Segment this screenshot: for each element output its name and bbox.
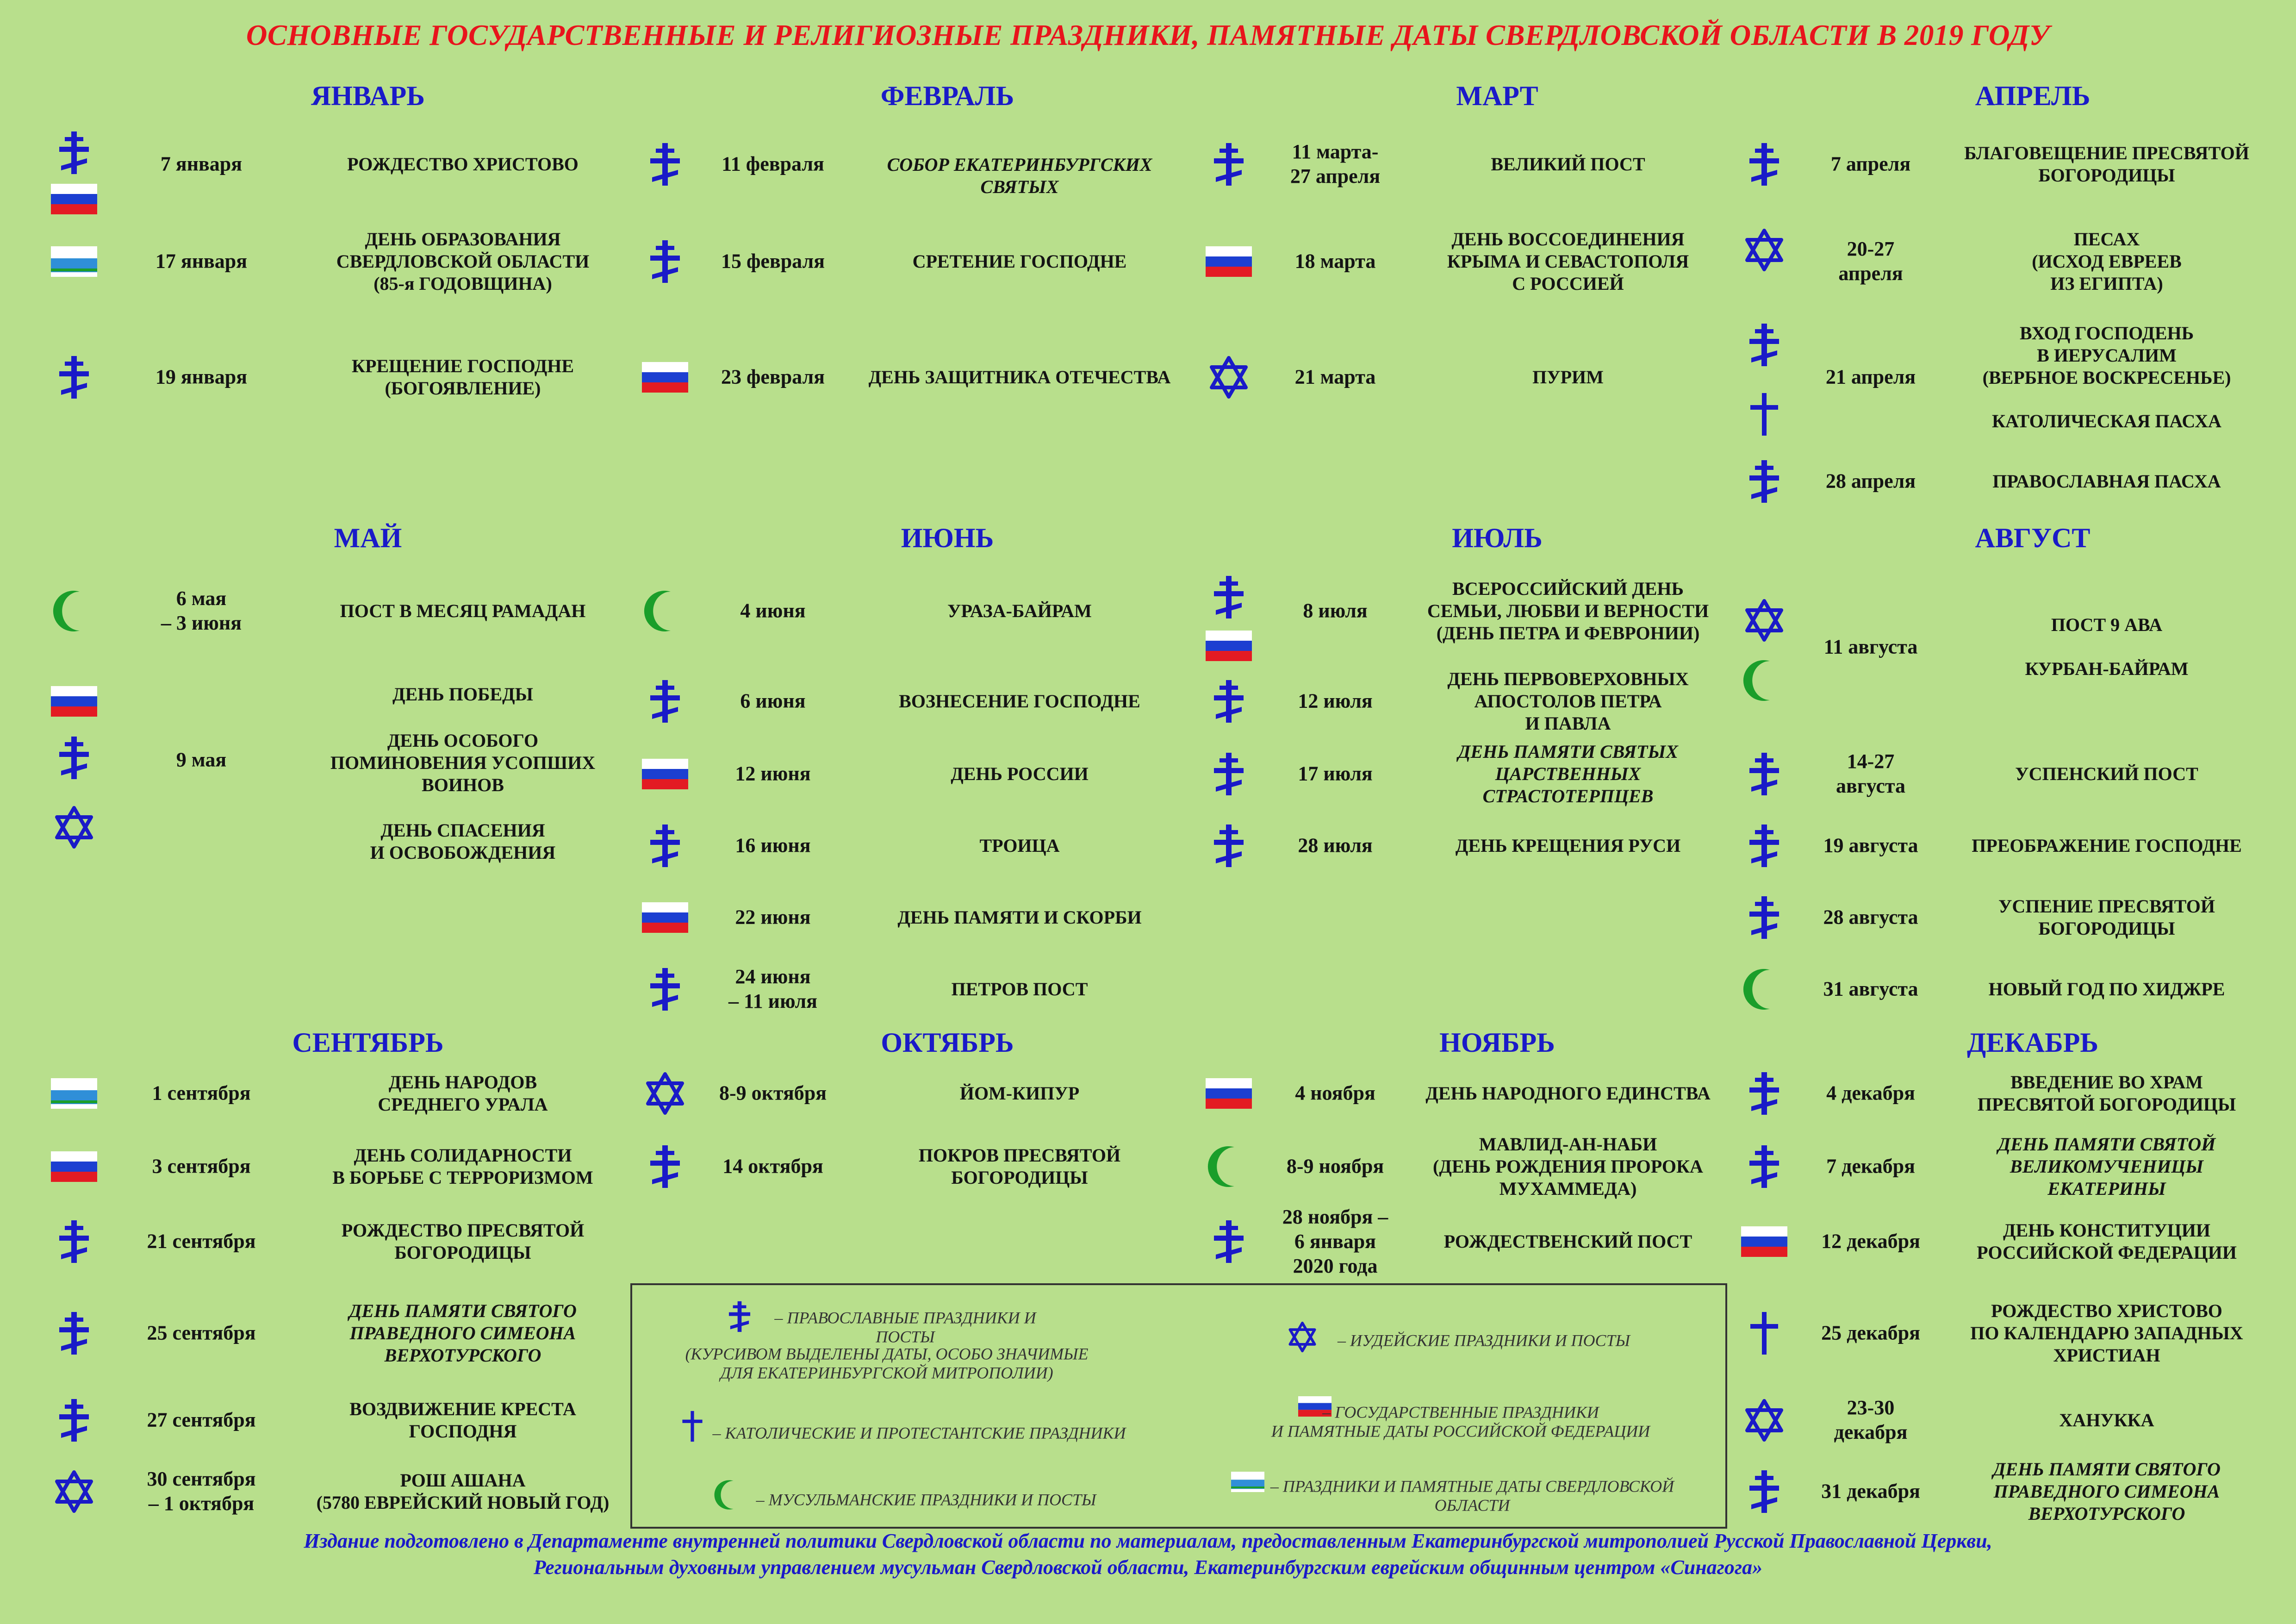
holiday-name: ВХОД ГОСПОДЕНЬ В ИЕРУСАЛИМ (ВЕРБНОЕ ВОСКРЕСЕНЬЕ) [1982, 323, 2231, 388]
holiday-date: 7 января [160, 152, 243, 175]
holiday-name: ТРОИЦА [979, 835, 1060, 856]
holiday-name: ДЕНЬ РОССИИ [951, 763, 1089, 784]
holiday-name: ВВЕДЕНИЕ ВО ХРАМ ПРЕСВЯТОЙ БОГОРОДИЦЫ [1977, 1072, 2236, 1115]
holiday-date: 3 сентября [152, 1155, 251, 1178]
orthodox-cross-icon [51, 130, 97, 176]
holiday-date: 8 июля [1303, 599, 1368, 622]
month-heading: НОЯБРЬ [1439, 1027, 1555, 1058]
orthodox-cross-icon [642, 141, 688, 187]
month-heading: ОКТЯБРЬ [881, 1027, 1014, 1058]
holiday-date: 4 июня [740, 599, 806, 622]
holiday-date: 19 января [155, 365, 248, 388]
holiday-date: 28 апреля [1825, 469, 1916, 493]
russian-flag-icon [642, 759, 688, 789]
holiday-date: 30 сентября – 1 октября [147, 1468, 256, 1515]
holiday-name: ПЕТРОВ ПОСТ [951, 979, 1088, 999]
sverdlovsk-flag-icon [51, 1078, 97, 1109]
holiday-name: РОЖДЕСТВЕНСКИЙ ПОСТ [1444, 1231, 1692, 1252]
holiday-date: 17 января [155, 250, 248, 273]
page-title: ОСНОВНЫЕ ГОСУДАРСТВЕННЫЕ И РЕЛИГИОЗНЫЕ ПРАЗДНИКИ, ПАМЯТНЫЕ ДАТЫ СВЕРДЛОВСКОЙ ОБЛАСТИ В 2019 ГОДУ [246, 19, 2050, 51]
holiday-name: ДЕНЬ ПАМЯТИ СВЯТОЙ ВЕЛИКОМУЧЕНИЦЫ ЕКАТЕРИНЫ [1997, 1134, 2216, 1199]
russian-flag-icon [1206, 1078, 1252, 1109]
catholic-cross-icon [1741, 391, 1787, 437]
orthodox-cross-icon [642, 678, 688, 725]
russian-flag-icon [51, 184, 97, 214]
holiday-name: УРАЗА-БАЙРАМ [947, 600, 1092, 621]
holiday-date: 1 сентября [152, 1081, 251, 1105]
holiday-date: 16 июня [735, 834, 811, 857]
holiday-name: ДЕНЬ ЗАЩИТНИКА ОТЕЧЕСТВА [868, 367, 1171, 387]
month-heading: МАРТ [1456, 81, 1538, 111]
holiday-name: СРЕТЕНИЕ ГОСПОДНЕ [912, 251, 1127, 272]
holiday-name: РОЖДЕСТВО ХРИСТОВО [347, 154, 579, 175]
legend-box [630, 1283, 1727, 1529]
legend-state-label: – ГОСУДАРСТВЕННЫЕ ПРАЗДНИКИ И ПАМЯТНЫЕ ДАТЫ РОССИЙСКОЙ ФЕДЕРАЦИИ [1271, 1403, 1650, 1441]
orthodox-cross-icon [1741, 1070, 1787, 1117]
orthodox-cross-icon [1741, 751, 1787, 797]
holiday-date: 12 июня [735, 762, 811, 785]
holiday-name: ВОЗНЕСЕНИЕ ГОСПОДНЕ [899, 691, 1140, 712]
crescent-icon [1206, 1143, 1252, 1190]
orthodox-cross-icon [51, 1218, 97, 1265]
holiday-date: 25 декабря [1821, 1321, 1920, 1344]
holiday-name: СОБОР ЕКАТЕРИНБУРГСКИХ СВЯТЫХ [887, 154, 1152, 197]
holiday-name: ДЕНЬ ПОБЕДЫ [392, 684, 533, 705]
holiday-date: 14-27 августа [1836, 750, 1906, 797]
month-heading: ЯНВАРЬ [311, 81, 425, 111]
orthodox-cross-icon [1741, 458, 1787, 505]
russian-flag-icon [1206, 631, 1252, 661]
holiday-name: ПОСТ В МЕСЯЦ РАМАДАН [340, 600, 586, 621]
star-of-david-icon [642, 1070, 688, 1117]
holiday-date: 27 сентября [147, 1408, 256, 1431]
holiday-name: ДЕНЬ ПЕРВОВЕРХОВНЫХ АПОСТОЛОВ ПЕТРА И ПАВЛА [1447, 668, 1689, 734]
holiday-date: 20-27 апреля [1838, 237, 1903, 285]
holiday-date: 24 июня – 11 июля [728, 965, 817, 1012]
holiday-name: ДЕНЬ СОЛИДАРНОСТИ В БОРЬБЕ С ТЕРРОРИЗМОМ [332, 1145, 593, 1188]
star-of-david-icon [1741, 597, 1787, 643]
holiday-date: 7 декабря [1826, 1155, 1915, 1178]
month-heading: СЕНТЯБРЬ [292, 1027, 444, 1058]
holiday-name: НОВЫЙ ГОД ПО ХИДЖРЕ [1988, 979, 2225, 999]
holiday-name: ДЕНЬ КРЕЩЕНИЯ РУСИ [1455, 835, 1681, 856]
holiday-date: 31 августа [1823, 977, 1918, 1000]
holiday-name: УСПЕНИЕ ПРЕСВЯТОЙ БОГОРОДИЦЫ [1998, 896, 2215, 939]
orthodox-cross-icon [51, 735, 97, 781]
orthodox-cross-icon [642, 1143, 688, 1190]
holiday-name: КУРБАН-БАЙРАМ [2025, 658, 2189, 679]
orthodox-cross-icon [1206, 141, 1252, 187]
orthodox-cross-icon [1741, 141, 1787, 187]
month-heading: ИЮНЬ [901, 523, 994, 553]
holiday-date: 22 июня [735, 906, 811, 929]
legend-jewish-icon [1286, 1320, 1319, 1354]
crescent-icon [1741, 966, 1787, 1012]
holiday-name: ПЕСАХ (ИСХОД ЕВРЕЕВ ИЗ ЕГИПТА) [2032, 229, 2182, 294]
orthodox-cross-icon [642, 238, 688, 285]
holiday-name: РОЖДЕСТВО ХРИСТОВО ПО КАЛЕНДАРЮ ЗАПАДНЫХ ХРИСТИАН [1970, 1300, 2243, 1366]
legend-catholic-icon [676, 1410, 709, 1443]
orthodox-cross-icon [1206, 823, 1252, 869]
russian-flag-icon [642, 362, 688, 393]
legend-muslim-icon [713, 1478, 746, 1512]
holiday-date: 23-30 декабря [1834, 1396, 1908, 1443]
holiday-date: 18 марта [1294, 250, 1376, 273]
orthodox-cross-icon [1741, 1468, 1787, 1515]
star-of-david-icon [1741, 227, 1787, 273]
crescent-icon [51, 588, 97, 634]
legend-catholic-label: – КАТОЛИЧЕСКИЕ И ПРОТЕСТАНТСКИЕ ПРАЗДНИКИ [712, 1424, 1126, 1443]
holiday-date: 19 августа [1823, 834, 1918, 857]
orthodox-cross-icon [1741, 823, 1787, 869]
orthodox-cross-icon [1741, 1143, 1787, 1190]
holiday-name: МАВЛИД-АН-НАБИ (ДЕНЬ РОЖДЕНИЯ ПРОРОКА МУХАММЕДА) [1433, 1134, 1703, 1199]
holiday-name: РОЖДЕСТВО ПРЕСВЯТОЙ БОГОРОДИЦЫ [341, 1220, 585, 1263]
holiday-date: 8-9 ноября [1286, 1155, 1384, 1178]
star-of-david-icon [1206, 354, 1252, 400]
holiday-name: РОШ АШАНА (5780 ЕВРЕЙСКИЙ НОВЫЙ ГОД) [316, 1470, 610, 1513]
holiday-date: 9 мая [176, 748, 227, 771]
holiday-date: 28 июля [1298, 834, 1373, 857]
star-of-david-icon [51, 1468, 97, 1515]
holiday-name: КАТОЛИЧЕСКАЯ ПАСХА [1992, 411, 2221, 431]
orthodox-cross-icon [1206, 574, 1252, 620]
holiday-name: ПРАВОСЛАВНАЯ ПАСХА [1992, 471, 2221, 492]
holiday-name: БЛАГОВЕЩЕНИЕ ПРЕСВЯТОЙ БОГОРОДИЦЫ [1964, 143, 2249, 186]
orthodox-cross-icon [51, 1397, 97, 1443]
holiday-date: 4 декабря [1826, 1081, 1915, 1105]
star-of-david-icon [51, 804, 97, 850]
holiday-name: ХАНУККА [2059, 1410, 2154, 1430]
legend-orthodox-note: (КУРСИВОМ ВЫДЕЛЕНЫ ДАТЫ, ОСОБО ЗНАЧИМЫЕ ДЛЯ ЕКАТЕРИНБУРГСКОЙ МИТРОПОЛИИ) [685, 1344, 1089, 1382]
holiday-name: ПУРИМ [1532, 367, 1604, 387]
legend-regional-label: – ПРАЗДНИКИ И ПАМЯТНЫЕ ДАТЫ СВЕРДЛОВСКОЙ ОБЛАСТИ [1270, 1477, 1674, 1515]
catholic-cross-icon [1741, 1310, 1787, 1356]
orthodox-cross-icon [642, 966, 688, 1012]
holiday-name: ДЕНЬ ПАМЯТИ СВЯТОГО ПРАВЕДНОГО СИМЕОНА ВЕРХОТУРСКОГО [349, 1300, 577, 1366]
holiday-date: 7 апреля [1830, 152, 1911, 175]
holiday-name: ЙОМ-КИПУР [959, 1083, 1080, 1104]
orthodox-cross-icon [51, 354, 97, 400]
footer-line-2: Региональным духовным управлением мусульман Свердловской области, Екатеринбургским еврейским общинным центром «Синагога» [533, 1556, 1763, 1579]
month-heading: МАЙ [334, 523, 402, 553]
holiday-date: 12 июля [1298, 689, 1373, 712]
month-heading: ФЕВРАЛЬ [880, 81, 1014, 111]
orthodox-cross-icon [1741, 322, 1787, 368]
legend-jewish-label: – ИУДЕЙСКИЕ ПРАЗДНИКИ И ПОСТЫ [1338, 1331, 1630, 1350]
holiday-date: 6 мая – 3 июня [161, 587, 242, 634]
russian-flag-icon [1206, 246, 1252, 277]
holiday-name: ДЕНЬ ОБРАЗОВАНИЯ СВЕРДЛОВСКОЙ ОБЛАСТИ (85-я ГОДОВЩИНА) [336, 229, 590, 294]
month-heading: АВГУСТ [1975, 523, 2091, 553]
holiday-date: 17 июля [1298, 762, 1373, 785]
holiday-date: 31 декабря [1821, 1480, 1920, 1503]
holiday-name: ВСЕРОССИЙСКИЙ ДЕНЬ СЕМЬИ, ЛЮБВИ И ВЕРНОСТИ (ДЕНЬ ПЕТРА И ФЕВРОНИИ) [1427, 578, 1709, 643]
holiday-name: ПОСТ 9 АВА [2051, 614, 2163, 635]
holiday-name: ВОЗДВИЖЕНИЕ КРЕСТА ГОСПОДНЯ [349, 1399, 576, 1442]
orthodox-cross-icon [1206, 751, 1252, 797]
russian-flag-icon [51, 1151, 97, 1182]
holiday-date: 28 августа [1823, 906, 1918, 929]
holiday-date: 11 августа [1823, 635, 1918, 658]
legend-muslim-label: – МУСУЛЬМАНСКИЕ ПРАЗДНИКИ И ПОСТЫ [756, 1490, 1096, 1509]
legend-orthodox-icon [723, 1300, 756, 1333]
legend-orthodox-label: – ПРАВОСЛАВНЫЕ ПРАЗДНИКИ И ПОСТЫ [774, 1308, 1036, 1346]
sverdlovsk-flag-icon [51, 246, 97, 277]
holiday-name: ДЕНЬ СПАСЕНИЯ И ОСВОБОЖДЕНИЯ [370, 820, 556, 863]
russian-flag-icon [642, 902, 688, 933]
holiday-date: 14 октября [722, 1155, 823, 1178]
holiday-date: 23 февраля [721, 365, 825, 388]
footer [0, 1528, 2296, 1580]
month-heading: ИЮЛЬ [1452, 523, 1543, 553]
holiday-name: ДЕНЬ НАРОДНОГО ЕДИНСТВА [1425, 1083, 1711, 1104]
holiday-date: 8-9 октября [719, 1081, 827, 1105]
holiday-date: 21 сентября [147, 1230, 256, 1253]
holiday-name: ДЕНЬ ПАМЯТИ И СКОРБИ [897, 907, 1142, 928]
month-heading: АПРЕЛЬ [1975, 81, 2091, 111]
holiday-name: УСПЕНСКИЙ ПОСТ [2015, 763, 2198, 784]
holiday-date: 11 февраля [722, 152, 824, 175]
month-heading: ДЕКАБРЬ [1966, 1027, 2099, 1058]
holiday-date: 11 марта- 27 апреля [1290, 140, 1381, 187]
holiday-name: ВЕЛИКИЙ ПОСТ [1491, 154, 1645, 175]
russian-flag-icon [1741, 1226, 1787, 1257]
holiday-name: ПОКРОВ ПРЕСВЯТОЙ БОГОРОДИЦЫ [918, 1145, 1121, 1188]
orthodox-cross-icon [642, 823, 688, 869]
holiday-name: ДЕНЬ ВОССОЕДИНЕНИЯ КРЫМА И СЕВАСТОПОЛЯ С РОССИЕЙ [1447, 229, 1689, 294]
holiday-date: 12 декабря [1821, 1230, 1920, 1253]
holiday-name: ДЕНЬ ПАМЯТИ СВЯТЫХ ЦАРСТВЕННЫХ СТРАСТОТЕРПЦЕВ [1458, 741, 1678, 806]
holiday-date: 15 февраля [721, 250, 825, 273]
holiday-date: 21 апреля [1825, 365, 1916, 388]
orthodox-cross-icon [1206, 678, 1252, 725]
holiday-name: КРЕЩЕНИЕ ГОСПОДНЕ (БОГОЯВЛЕНИЕ) [351, 356, 574, 399]
star-of-david-icon [1741, 1397, 1787, 1443]
orthodox-cross-icon [1206, 1218, 1252, 1265]
holiday-name: ДЕНЬ КОНСТИТУЦИИ РОССИЙСКОЙ ФЕДЕРАЦИИ [1977, 1220, 2237, 1263]
holiday-date: 6 июня [740, 689, 806, 712]
crescent-icon [642, 588, 688, 634]
holiday-date: 25 сентября [147, 1321, 256, 1344]
footer-line-1: Издание подготовлено в Департаменте внутренней политики Свердловской области по материалам, предоставленным Екатеринбургской митрополией Русской Православной Церкви, [304, 1530, 1992, 1552]
orthodox-cross-icon [1741, 894, 1787, 941]
holiday-name: ДЕНЬ ОСОБОГО ПОМИНОВЕНИЯ УСОПШИХ ВОИНОВ [330, 730, 596, 795]
holiday-date: 4 ноября [1295, 1081, 1375, 1105]
legend-regional-icon [1231, 1472, 1264, 1492]
holiday-name: ДЕНЬ ПАМЯТИ СВЯТОГО ПРАВЕДНОГО СИМЕОНА ВЕРХОТУРСКОГО [1993, 1459, 2221, 1524]
holiday-name: ДЕНЬ НАРОДОВ СРЕДНЕГО УРАЛА [378, 1072, 548, 1115]
orthodox-cross-icon [51, 1310, 97, 1356]
holiday-date: 21 марта [1294, 365, 1376, 388]
crescent-icon [1741, 657, 1787, 704]
holiday-date: 28 ноября – 6 января 2020 года [1282, 1205, 1388, 1277]
holiday-name: ПРЕОБРАЖЕНИЕ ГОСПОДНЕ [1972, 835, 2242, 856]
russian-flag-icon [51, 686, 97, 717]
